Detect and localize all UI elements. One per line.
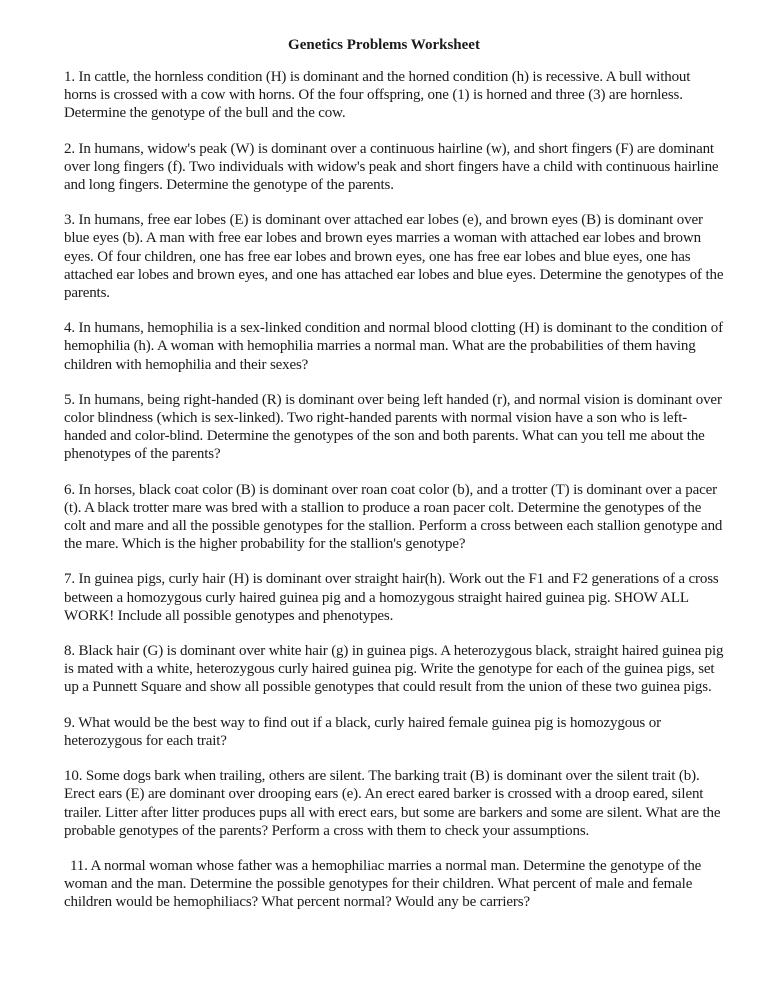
page-title: Genetics Problems Worksheet [288, 37, 480, 53]
problem-5: 5. In humans, being right-handed (R) is dominant over being left handed (r), and normal vision is dominant over color blindness (which is sex-linked). Two right-handed parents with normal vision have a son who is left-handed and color-blind. Determine the genotypes of the son and both parents. What can you tell me about the phenotypes of the parents? [64, 391, 722, 463]
problem-6: 6. In horses, black coat color (B) is dominant over roan coat color (b), and a trotter (T) is dominant over a pacer (t). A black trotter mare was bred with a stallion to produce a roan pacer colt. Determine the genotypes of the colt and mare and all the possible genotypes for the stallion. Perform a cross between each stallion genotype and the mare. Which is the higher probability for the stallion's genotype? [64, 481, 723, 553]
problem-10: 10. Some dogs bark when trailing, others are silent. The barking trait (B) is dominant over the silent trait (b). Erect ears (E) are dominant over drooping ears (e). An erect eared barker is crossed with a droop eared, silent trailer. Litter after litter produces pups all with erect ears, but some are barkers and some are silent. What are the probable genotypes of the parents? Perform a cross with them to check your assumptions. [64, 768, 721, 839]
problem-11: 11. A normal woman whose father was a hemophiliac marries a normal man. Determine the genotype of the woman and the man. Determine the possible genotypes for their children. What percent of male and female children would be hemophiliacs? What percent normal? Would any be carriers? [64, 857, 702, 911]
problem-2: 2. In humans, widow's peak (W) is dominant over a continuous hairline (w), and short fingers (F) are dominant over long fingers (f). Two individuals with widow's peak and short fingers have a child with continuous hairline and long fingers. Determine the genotype of the parents. [64, 140, 719, 194]
problem-7: 7. In guinea pigs, curly hair (H) is dominant over straight hair(h). Work out the F1 and F2 generations of a cross between a homozygous curly haired guinea pig and a homozygous straight haired guinea pig. SHOW ALL WORK! Include all possible genotypes and phenotypes. [64, 571, 719, 624]
problem-3: 3. In humans, free ear lobes (E) is dominant over attached ear lobes (e), and brown eyes (B) is dominant over blue eyes (b). A man with free ear lobes and brown eyes marries a woman with attached ear lobes and brown eyes. Of four children, one has free ear lobes and brown eyes, one has free ear lobes and blue eyes, one has attached ear lobes and brown eyes, and one has attached ear lobes and blue eyes. Determine the genotypes of the parents. [64, 212, 724, 302]
problem-8: 8. Black hair (G) is dominant over white hair (g) in guinea pigs. A heterozygous black, straight haired guinea pig is mated with a white, heterozygous curly haired guinea pig. Write the genotype for each of the guinea pigs, set up a Punnett Square and show all possible genotypes that could result from the union of these two guinea pigs. [64, 643, 724, 696]
problem-1: 1. In cattle, the hornless condition (H) is dominant and the horned condition (h) is recessive. A bull without horns is crossed with a cow with horns. Of the four offspring, one (1) is horned and three (3) are hornless. Determine the genotype of the bull and the cow. [64, 69, 691, 122]
problem-list [64, 68, 726, 929]
problem-9: 9. What would be the best way to find out if a black, curly haired female guinea pig is homozygous or heterozygous for each trait? [64, 714, 661, 749]
problem-4: 4. In humans, hemophilia is a sex-linked condition and normal blood clotting (H) is dominant to the condition of hemophilia (h). A woman with hemophilia marries a normal man. What are the probabilities of them having children with hemophilia and their sexes? [64, 320, 723, 373]
